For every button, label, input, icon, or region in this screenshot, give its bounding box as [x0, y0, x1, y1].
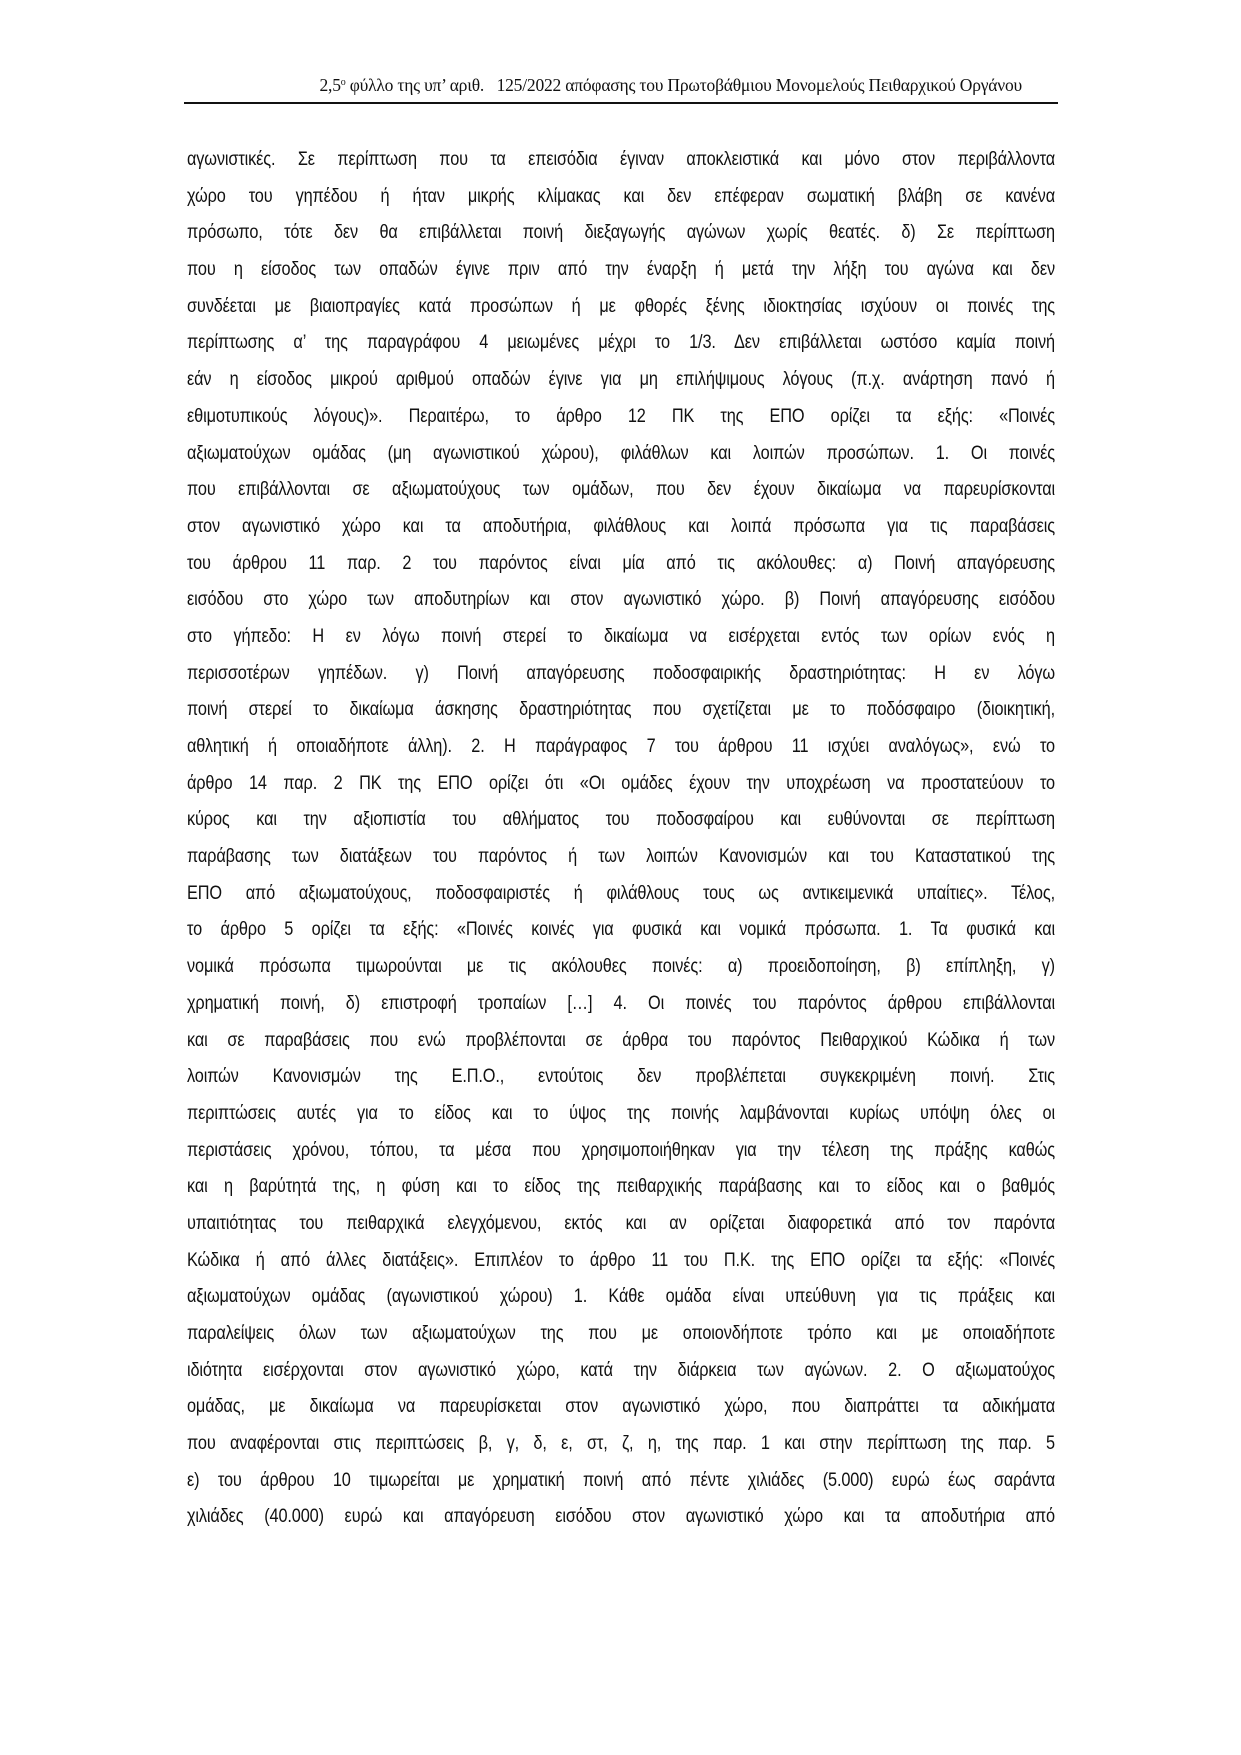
body-line [187, 1023, 1055, 1060]
body-line-text: περιστάσεις χρόνου, τόπου, τα μέσα που χρησιμοποιήθηκαν για την τέλεση της πράξης καθώς [187, 1139, 1055, 1161]
body-line-text: εάν η είσοδος μικρού αριθμού οπαδών έγινε για μη επιλήψιμους λόγους (π.χ. ανάρτηση πανό ή [187, 369, 1055, 391]
body-line [187, 876, 1055, 913]
body-line [187, 1169, 1055, 1206]
header-ordinal: ο [340, 77, 346, 88]
body-line-text: ε) του άρθρου 10 τιμωρείται με χρηματική ποινή από πέντε χιλιάδες (5.000) ευρώ έως σαράντα [187, 1469, 1055, 1491]
body-line-text: το άρθρο 5 ορίζει τα εξής: «Ποινές κοινές για φυσικά και νομικά πρόσωπα. 1. Τα φυσικά και [187, 919, 1055, 941]
body-line [187, 839, 1055, 876]
header-title: φύλλο της υπ’ αριθ. 125/2022 απόφασης του Πρωτοβάθμιου Μονομελούς Πειθαρχικού Οργάνου [345, 75, 1022, 95]
body-line-text: στον αγωνιστικό χώρο και τα αποδυτήρια, φιλάθλους και λοιπά πρόσωπα για τις παραβάσεις [187, 515, 1055, 537]
body-line [187, 1353, 1055, 1390]
body-line-text: λοιπών Κανονισμών της Ε.Π.Ο., εντούτοις δεν προβλέπεται συγκεκριμένη ποινή. Στις [187, 1066, 1055, 1088]
body-line [187, 1499, 1055, 1536]
body-line [187, 1426, 1055, 1463]
body-line-text: χώρο του γηπέδου ή ήταν μικρής κλίμακας και δεν επέφεραν σωματική βλάβη σε κανένα [187, 185, 1055, 207]
body-line [187, 1316, 1055, 1353]
body-line-text: χρηματική ποινή, δ) επιστροφή τροπαίων […] 4. Οι ποινές του παρόντος άρθρου επιβάλλονται [187, 992, 1055, 1014]
body-line-text: ομάδας, με δικαίωμα να παρευρίσκεται στον αγωνιστικό χώρο, που διαπράττει τα αδικήματα [187, 1396, 1055, 1418]
body-line-text: περίπτωσης α’ της παραγράφου 4 μειωμένες μέχρι το 1/3. Δεν επιβάλλεται ωστόσο καμία ποινή [187, 332, 1055, 354]
body-line [187, 1059, 1055, 1096]
body-line [187, 289, 1055, 326]
body-line [187, 912, 1055, 949]
body-line-text: εισόδου στο χώρο των αποδυτηρίων και στον αγωνιστικό χώρο. β) Ποινή απαγόρευσης εισόδου [187, 589, 1055, 611]
body-line [187, 729, 1055, 766]
body-line [187, 362, 1055, 399]
body-line [187, 1206, 1055, 1243]
body-line [187, 582, 1055, 619]
body-line [187, 252, 1055, 289]
body-line-text: που αναφέρονται στις περιπτώσεις β, γ, δ, ε, στ, ζ, η, της παρ. 1 και στην περίπτωση της παρ. 5 [187, 1433, 1055, 1455]
body-line [187, 1096, 1055, 1133]
header-sheet-number: 2,5 [319, 75, 341, 95]
body-line [187, 142, 1055, 179]
body-line-text: συνδέεται με βιαιοπραγίες κατά προσώπων ή με φθορές ξένης ιδιοκτησίας ισχύουν οι ποινές της [187, 295, 1055, 317]
body-line-text: χιλιάδες (40.000) ευρώ και απαγόρευση εισόδου στον αγωνιστικό χώρο και τα αποδυτήρια από [187, 1506, 1055, 1528]
body-line-text: στο γήπεδο: Η εν λόγω ποινή στερεί το δικαίωμα να εισέρχεται εντός των ορίων ενός η [187, 625, 1055, 647]
body-line-text: Κώδικα ή από άλλες διατάξεις». Επιπλέον το άρθρο 11 του Π.Κ. της ΕΠΟ ορίζει τα εξής: «Ποινές [187, 1249, 1055, 1271]
body-line [187, 1389, 1055, 1426]
body-line-text: νομικά πρόσωπα τιμωρούνται με τις ακόλουθες ποινές: α) προειδοποίηση, β) επίπληξη, γ) [187, 956, 1055, 978]
body-line-text: και η βαρύτητά της, η φύση και το είδος της πειθαρχικής παράβασης και το είδος και ο βαθμός [187, 1176, 1055, 1198]
body-line-text: και σε παραβάσεις που ενώ προβλέπονται σε άρθρα του παρόντος Πειθαρχικού Κώδικα ή των [187, 1029, 1055, 1051]
body-line-text: παράβασης των διατάξεων του παρόντος ή των λοιπών Κανονισμών και του Καταστατικού της [187, 846, 1055, 868]
body-line-text: περισσοτέρων γηπέδων. γ) Ποινή απαγόρευσης ποδοσφαιρικής δραστηριότητας: Η εν λόγω [187, 662, 1055, 684]
body-line-text: αθλητική ή οποιαδήποτε άλλη). 2. Η παράγραφος 7 του άρθρου 11 ισχύει αναλόγως», ενώ το [187, 736, 1055, 757]
body-line [187, 436, 1055, 473]
body-line [187, 399, 1055, 436]
body-line [187, 472, 1055, 509]
body-line [187, 179, 1055, 216]
body-line [187, 1133, 1055, 1170]
body-line-text: που η είσοδος των οπαδών έγινε πριν από την έναρξη ή μετά την λήξη του αγώνα και δεν [187, 259, 1055, 281]
body-line-text: παραλείψεις όλων των αξιωματούχων της που με οποιονδήποτε τρόπο και με οποιαδήποτε [187, 1323, 1055, 1344]
body-text [187, 142, 1055, 1536]
body-line [187, 619, 1055, 656]
header-text [319, 75, 1022, 96]
body-line-text: πρόσωπο, τότε δεν θα επιβάλλεται ποινή διεξαγωγής αγώνων χωρίς θεατές. δ) Σε περίπτωση [187, 222, 1055, 244]
body-line [187, 1279, 1055, 1316]
body-line [187, 1243, 1055, 1280]
body-line [187, 215, 1055, 252]
body-line [187, 986, 1055, 1023]
body-line-text: αγωνιστικές. Σε περίπτωση που τα επεισόδια έγιναν αποκλειστικά και μόνο στον περιβάλλοντα [187, 149, 1055, 170]
body-line [187, 692, 1055, 729]
body-line [187, 949, 1055, 986]
body-line-text: υπαιτιότητας του πειθαρχικά ελεγχόμενου, εκτός και αν ορίζεται διαφορετικά από τον παρόντα [187, 1212, 1055, 1234]
body-line-text: ΕΠΟ από αξιωματούχους, ποδοσφαιριστές ή φιλάθλους τους ως αντικειμενικά υπαίτιες». Τέλος, [187, 882, 1055, 904]
body-line-text: αξιωματούχων ομάδας (αγωνιστικού χώρου) 1. Κάθε ομάδα είναι υπεύθυνη για τις πράξεις και [187, 1286, 1055, 1308]
body-line [187, 509, 1055, 546]
body-line [187, 802, 1055, 839]
body-line-text: ιδιότητα εισέρχονται στον αγωνιστικό χώρο, κατά την διάρκεια των αγώνων. 2. Ο αξιωματούχος [187, 1359, 1055, 1381]
body-line-text: εθιμοτυπικούς λόγους)». Περαιτέρω, το άρθρο 12 ΠΚ της ΕΠΟ ορίζει τα εξής: «Ποινές [187, 405, 1055, 427]
body-line-text: αξιωματούχων ομάδας (μη αγωνιστικού χώρου), φιλάθλων και λοιπών προσώπων. 1. Οι ποινές [187, 442, 1055, 464]
body-line-text: κύρος και την αξιοπιστία του αθλήματος του ποδοσφαίρου και ευθύνονται σε περίπτωση [187, 809, 1055, 831]
body-line-text: άρθρο 14 παρ. 2 ΠΚ της ΕΠΟ ορίζει ότι «Οι ομάδες έχουν την υποχρέωση να προστατεύουν το [187, 772, 1055, 794]
body-line-text: περιπτώσεις αυτές για το είδος και το ύψος της ποινής λαμβάνονται κυρίως υπόψη όλες οι [187, 1102, 1055, 1124]
page-header [184, 70, 1058, 104]
body-line [187, 656, 1055, 693]
body-line [187, 325, 1055, 362]
body-line-text: ποινή στερεί το δικαίωμα άσκησης δραστηριότητας που σχετίζεται με το ποδόσφαιρο (διοικητική, [187, 699, 1055, 721]
body-line-text: του άρθρου 11 παρ. 2 του παρόντος είναι μία από τις ακόλουθες: α) Ποινή απαγόρευσης [187, 552, 1055, 574]
body-line [187, 1463, 1055, 1500]
body-line [187, 546, 1055, 583]
body-line [187, 766, 1055, 803]
body-line-text: που επιβάλλονται σε αξιωματούχους των ομάδων, που δεν έχουν δικαίωμα να παρευρίσκονται [187, 479, 1055, 501]
